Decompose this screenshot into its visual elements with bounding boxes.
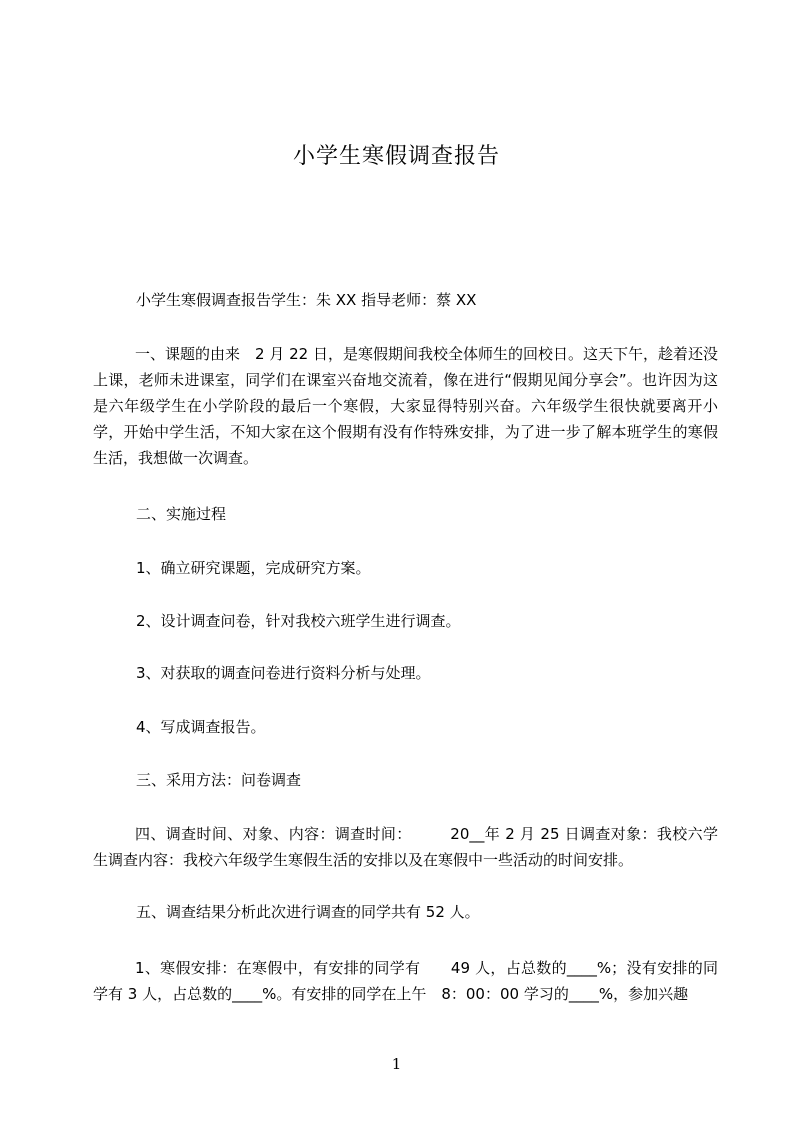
page-number: 1 (391, 1055, 402, 1073)
section-3-heading: 三、采用方法：问卷调查 (136, 771, 302, 789)
result-1-paragraph: 1、寒假安排：在寒假中，有安排的同学有 49 人，占总数的____%；没有安排的同学有 3 人，占总数的____%。有安排的同学在上午 8：00：00 学习的____%，参加兴趣 (93, 959, 718, 1003)
section-5-heading: 五、调查结果分析此次进行调查的同学共有 52 人。 (136, 903, 480, 921)
step-2: 2、设计调查问卷，针对我校六班学生进行调查。 (136, 612, 461, 630)
section-1-paragraph: 一、课题的由来 2 月 22 日，是寒假期间我校全体师生的回校日。这天下午，趁着还没上课，老师未进课室，同学们在课室兴奋地交流着，像在进行“假期见闻分享会”。也许因为这是六年级学生在小学阶段的最后一个寒假，大家显得特别兴奋。六年级学生很快就要离开小学，开始中学生活，不知大家在这个假期有没有作特殊安排，为了进一步了解本班学生的寒假生活，我想做一次调查。 (93, 345, 718, 467)
step-1: 1、确立研究课题，完成研究方案。 (136, 559, 371, 577)
section-4-paragraph: 四、调查时间、对象、内容：调查时间： 20__年 2 月 25 日调查对象：我校六学生调查内容：我校六年级学生寒假生活的安排以及在寒假中一些活动的时间安排。 (93, 825, 718, 869)
section-2-heading: 二、实施过程 (136, 505, 227, 523)
step-3: 3、对获取的调查问卷进行资料分析与处理。 (136, 664, 431, 682)
byline: 小学生寒假调查报告学生：朱 XX 指导老师：蔡 XX (136, 291, 477, 309)
step-4: 4、写成调查报告。 (136, 718, 266, 736)
page-title: 小学生寒假调查报告 (292, 144, 500, 169)
